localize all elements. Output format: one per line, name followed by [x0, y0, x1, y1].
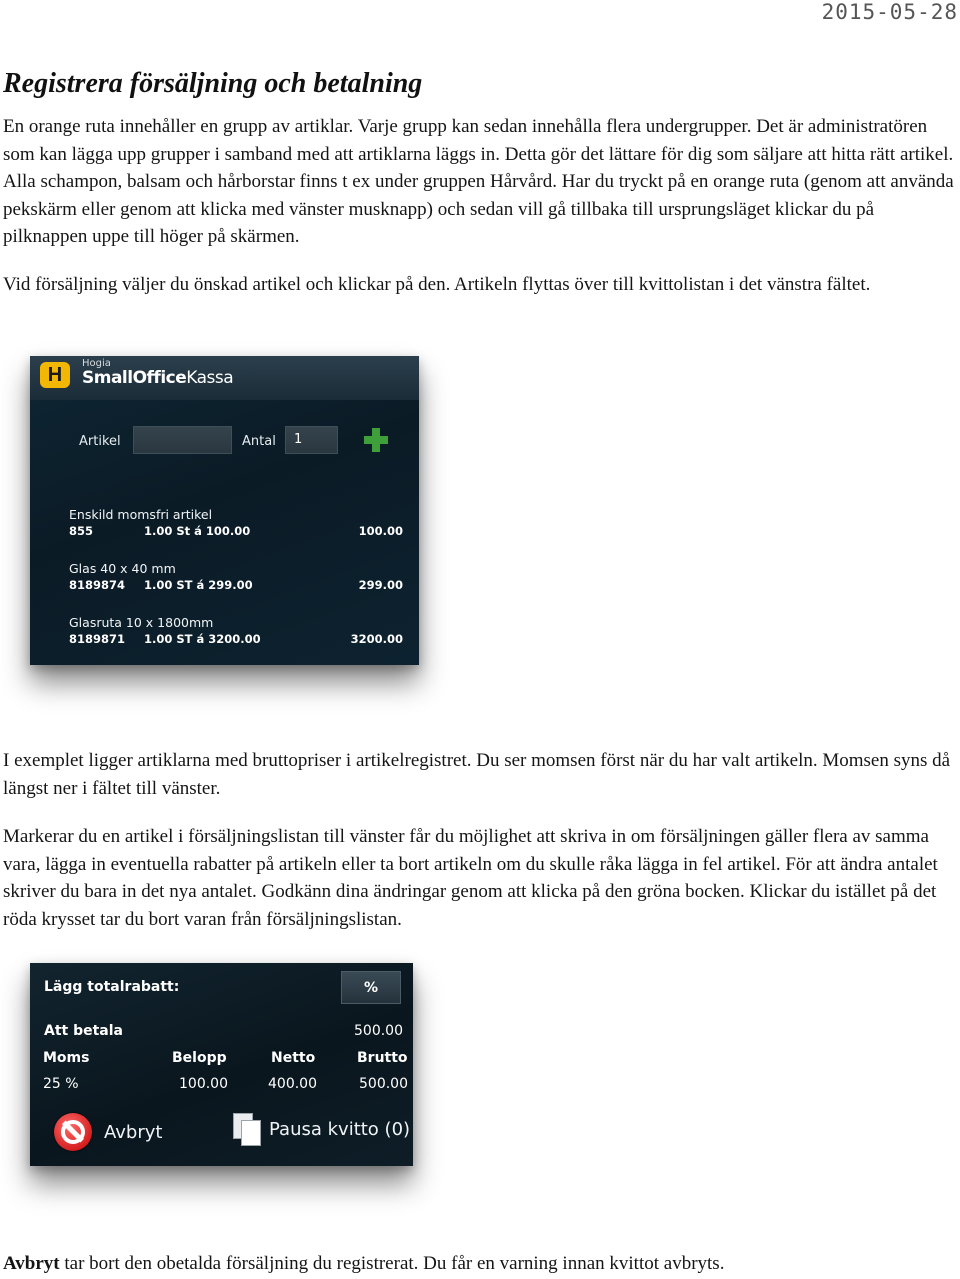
antal-input[interactable]: 1 — [285, 426, 338, 454]
intro-paragraph: En orange ruta innehåller en grupp av artiklar. Varje grupp kan sedan innehålla flera undergrupper. Det är administratören som kan lägga upp grupper i samband med att artiklarna läggs in. Detta gör det lättare för dig som säljare att hitta rätt artikel. Alla schampon, balsam och hårborstar finns t ex under gruppen Hårvård. Har du tryckt på en orange ruta (genom att använda pekskärm eller genom att klicka med vänster musknapp) och sedan vill gå tillbaka till ursprungsläget klickar du på pilknappen uppe till höger på skärmen. — [3, 116, 954, 248]
kassa-screenshot-totals — [30, 963, 413, 1166]
header-moms: Moms — [43, 1050, 90, 1066]
item-qty: 1.00 ST á 299.00 — [144, 578, 253, 592]
edit-paragraph: Markerar du en artikel i försäljningslistan till vänster får du möjlighet att skriva in om försäljningen gäller flera av samma vara, lägga in eventuella rabatter på artikeln eller ta bort artikeln om du skulle råka lägga in fel artikel. För att ändra antalet skriver du bara in det nya antalet. Godkänn dina ändringar genom att klicka på den gröna bocken. Klickar du istället på det röda krysset tar du bort varan från försäljningslistan. — [3, 826, 938, 930]
sale-paragraph: Vid försäljning väljer du önskad artikel och klickar på den. Artikeln flyttas över till kvittolistan i det vänstra fältet. — [3, 274, 871, 295]
item-code: 855 — [69, 524, 94, 538]
cancel-prohibited-icon — [54, 1113, 92, 1151]
cancel-paragraph — [3, 1250, 958, 1278]
app-name-part2: Kassa — [186, 368, 234, 388]
item-qty: 1.00 ST á 3200.00 — [144, 632, 261, 646]
pause-button-label: Pausa kvitto (0) — [269, 1118, 411, 1140]
add-plus-icon[interactable] — [364, 428, 388, 452]
cancel-button[interactable] — [54, 1113, 162, 1151]
kassa-screenshot-items — [30, 356, 419, 665]
app-header — [30, 356, 419, 400]
discount-label: Lägg totalrabatt: — [44, 979, 180, 995]
page-date: 2015-05-28 — [821, 0, 958, 24]
receipt-item[interactable] — [69, 507, 403, 540]
item-name: Glas 40 x 40 mm — [69, 561, 176, 576]
att-betala-value: 500.00 — [354, 1023, 403, 1039]
item-name: Enskild momsfri artikel — [69, 507, 213, 522]
percent-button[interactable]: % — [341, 971, 401, 1004]
cancel-button-label: Avbryt — [104, 1121, 163, 1143]
receipt-item[interactable] — [69, 561, 403, 594]
page-title: Registrera försäljning och betalning — [3, 68, 423, 99]
item-name: Glasruta 10 x 1800mm — [69, 615, 214, 630]
logo-brand: Hogia — [82, 358, 111, 369]
brutto-value: 500.00 — [359, 1076, 408, 1092]
belopp-value: 100.00 — [179, 1076, 228, 1092]
artikel-label: Artikel — [79, 434, 121, 449]
cancel-term: Avbryt — [3, 1253, 60, 1274]
copy-receipt-icon — [233, 1113, 261, 1145]
item-total: 3200.00 — [350, 632, 403, 646]
app-name — [82, 368, 233, 388]
att-betala-label: Att betala — [44, 1023, 123, 1039]
moms-value: 25 % — [43, 1076, 79, 1092]
artikel-input[interactable] — [133, 426, 232, 454]
item-code: 8189874 — [69, 578, 126, 592]
antal-label: Antal — [242, 434, 276, 449]
header-brutto: Brutto — [357, 1050, 408, 1066]
hogia-logo-icon: H — [40, 362, 70, 388]
cancel-description: tar bort den obetalda försäljning du registrerat. Du får en varning innan kvittot avbryts. — [59, 1253, 725, 1274]
header-netto: Netto — [271, 1050, 316, 1066]
vat-paragraph: I exemplet ligger artiklarna med bruttopriser i artikelregistret. Du ser momsen först när du har valt artikeln. Momsen syns då längst ner i fältet till vänster. — [3, 750, 951, 799]
app-name-part1: SmallOffice — [82, 368, 187, 388]
item-total: 299.00 — [358, 578, 403, 592]
pause-receipt-button[interactable] — [233, 1113, 410, 1145]
item-total: 100.00 — [358, 524, 403, 538]
header-belopp: Belopp — [172, 1050, 227, 1066]
netto-value: 400.00 — [268, 1076, 317, 1092]
receipt-item[interactable] — [69, 615, 403, 648]
item-code: 8189871 — [69, 632, 126, 646]
item-qty: 1.00 St á 100.00 — [144, 524, 251, 538]
